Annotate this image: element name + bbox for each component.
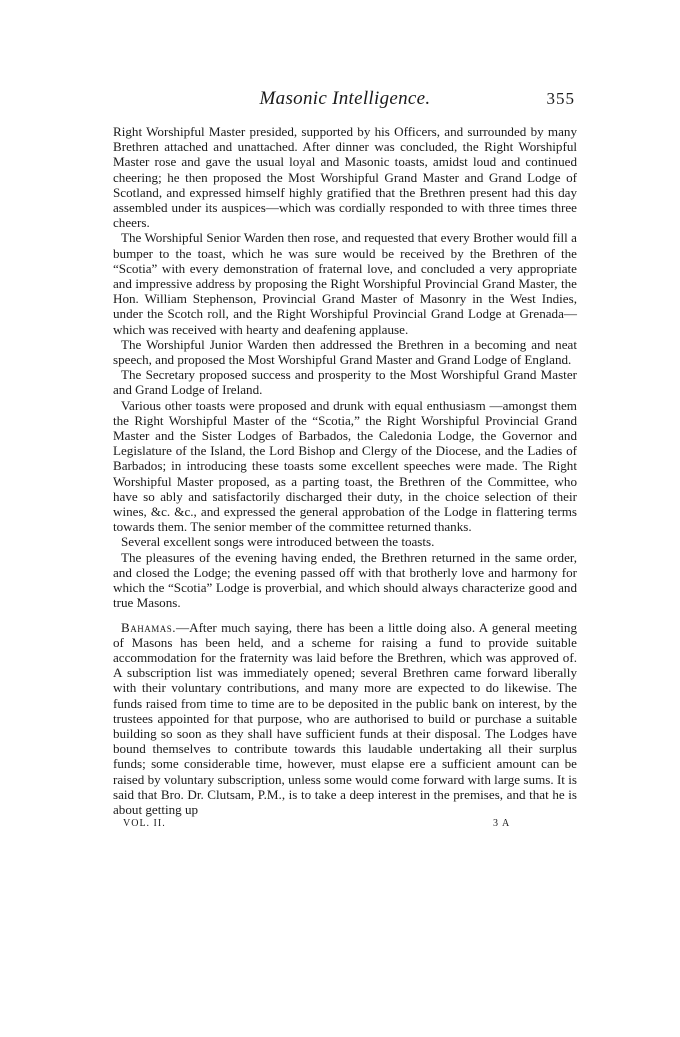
- paragraph-various-toasts: Various other toasts were proposed and drunk with equal enthusiasm —amongst them the Right Worshipful Master of the “Scotia,” the Right Worshipful Provincial Grand Master and the Sister Lodges of Barbados, the Caledonia Lodge, the Governor and Legislature of the Island, the Lord Bishop and Clergy of the Diocese, and the Ladies of Barbados; in introducing these toasts some excellent speeches were made. The Right Worshipful Master proposed, as a parting toast, the Brethren of the Committee, who have so ably and satisfactorily discharged their duty, in the choice selection of their wines, &c. &c., and expressed the general approbation of the Lodge in flattering terms towards them. The senior member of the committee returned thanks.: [113, 397, 577, 535]
- paragraph-songs: Several excellent songs were introduced between the toasts.: [121, 534, 435, 550]
- article-body: [113, 124, 577, 817]
- running-title: Masonic Intelligence.: [259, 88, 431, 109]
- paragraph-closing: The pleasures of the evening having ended, the Brethren returned in the same order, and closed the Lodge; the evening passed off with that brotherly love and harmony for which the “Scotia” Lodge is proverbial, and which should always characterize good and true Masons.: [113, 549, 577, 611]
- page: [113, 88, 577, 834]
- paragraph-secretary: The Secretary proposed success and prosperity to the Most Worshipful Grand Master and Grand Lodge of Ireland.: [113, 367, 577, 398]
- section-heading-bahamas: Bahamas.: [121, 619, 177, 635]
- paragraph-bahamas: [113, 620, 577, 818]
- page-footer: [113, 818, 577, 834]
- paragraph-senior-warden: The Worshipful Senior Warden then rose, and requested that every Brother would fill a bumper to the toast, which he was sure would be received by the Brethren of the “Scotia” with every demonstration of fraternal love, and concluded a very appropriate and impressive address by proposing the Right Worshipful Provincial Grand Master, the Hon. William Stephenson, Provincial Grand Master of Masonry in the West Indies, under the Scotch roll, and the Right Worshipful Provincial Grand Lodge at Grenada—which was received with hearty and deafening applause.: [113, 230, 577, 337]
- page-number: 355: [546, 89, 575, 108]
- paragraph-dinner-toasts: Right Worshipful Master presided, supported by his Officers, and surrounded by many Brethren attached and unattached. After dinner was concluded, the Right Worshipful Master rose and gave the usual loyal and Masonic toasts, amidst loud and continued cheering; he then proposed the Most Worshipful Grand Master and Grand Lodge of Scotland, and expressed himself highly gratified that the Brethren present had this day assembled under its auspices—which was cordially responded to with three times three cheers.: [113, 124, 577, 231]
- volume-label: VOL. II.: [123, 818, 166, 830]
- signature-mark: 3 A: [493, 818, 511, 830]
- bahamas-text: —After much saying, there has been a little doing also. A general meeting of Masons has been held, and a scheme for raising a fund to provide suitable accommodation for the fraternity was laid before the Brethren, which was approved of. A subscription list was immediately opened; several Brethren came forward liberally with their voluntary contributions, and many more are expected to do likewise. The funds raised from time to time are to be deposited in the public bank on interest, by the trustees appointed for that purpose, who are authorised to build or purchase a suitable building so soon as they shall have sufficient funds at their disposal. The Lodges have bound themselves to contribute towards this laudable undertaking all their surplus funds; some considerable time, however, must elapse ere a sufficient amount can be raised by voluntary subscription, unless some would come forward with large sums. It is said that Bro. Dr. Clutsam, P.M., is to take a deep interest in the premises, and that he is about getting up: [113, 619, 577, 817]
- paragraph-junior-warden: The Worshipful Junior Warden then addressed the Brethren in a becoming and neat speech, and proposed the Most Worshipful Grand Master and Grand Lodge of England.: [113, 336, 577, 368]
- page-header: [113, 88, 577, 114]
